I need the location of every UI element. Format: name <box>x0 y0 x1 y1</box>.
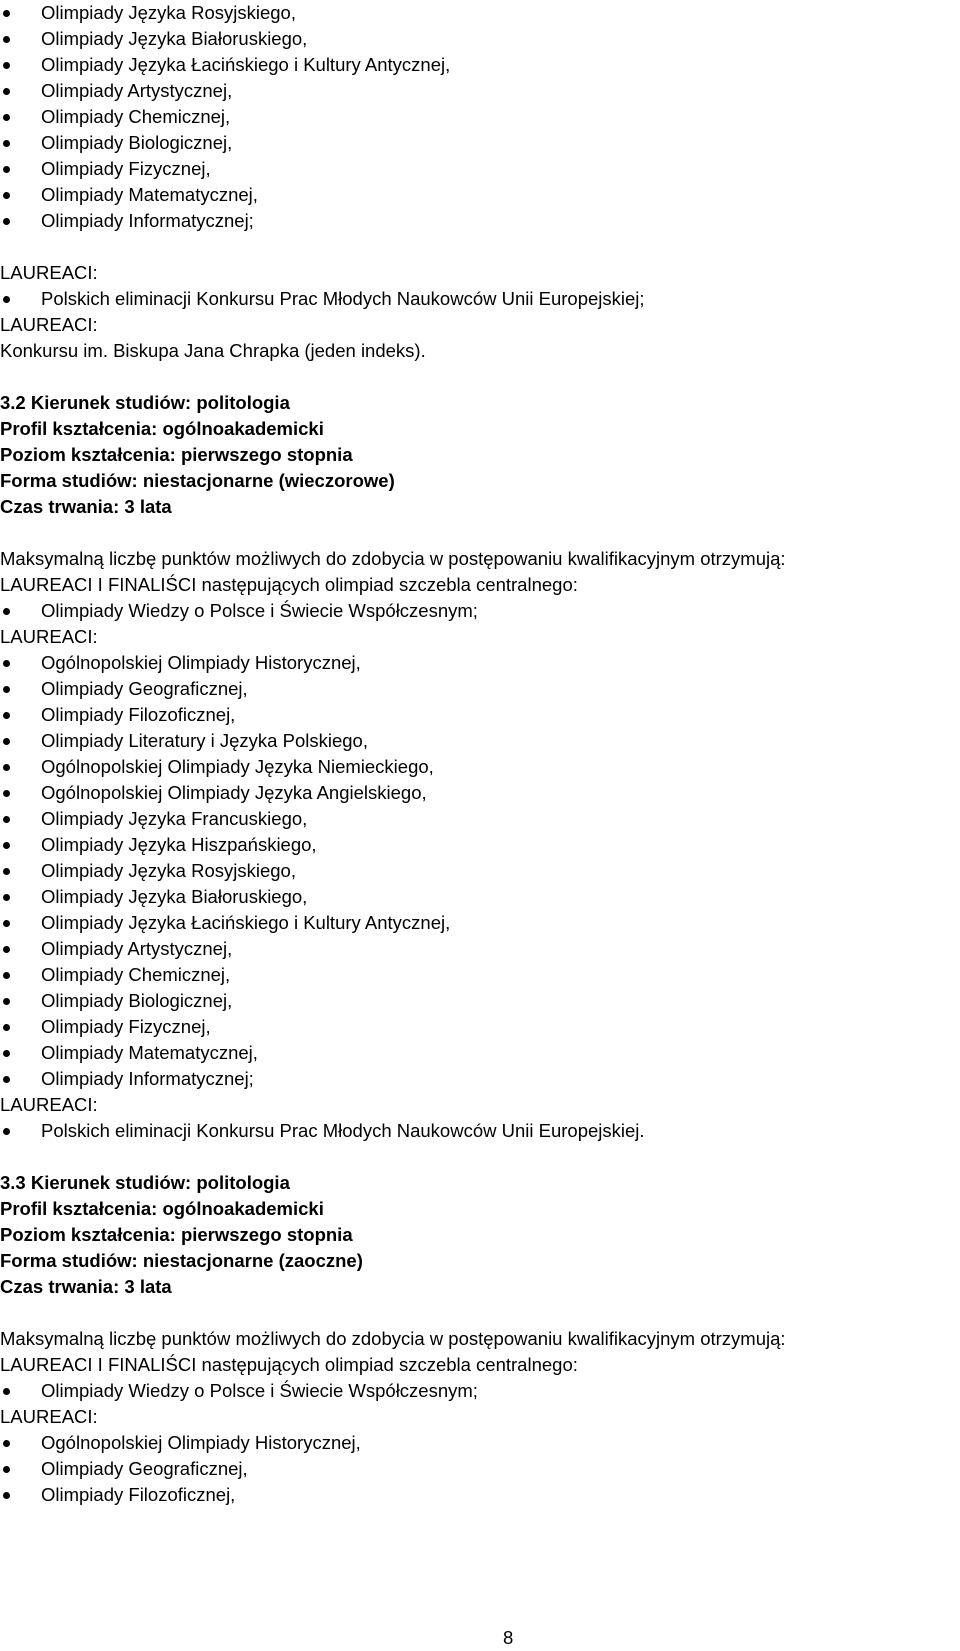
section-3-2-duration: Czas trwania: 3 lata <box>0 496 172 517</box>
bullet-icon <box>3 1466 10 1473</box>
list-item-text: Olimpiady Matematycznej, <box>41 184 258 205</box>
bullet-icon <box>3 1128 10 1135</box>
list-item <box>0 1430 960 1456</box>
section-3-2-level: Poziom kształcenia: pierwszego stopnia <box>0 444 353 465</box>
list-item-text: Olimpiady Języka Hiszpańskiego, <box>41 834 317 855</box>
bullet-icon <box>3 1492 10 1499</box>
list-item-text: Ogólnopolskiej Olimpiady Języka Angielskiego, <box>41 782 427 803</box>
section-3-3-level: Poziom kształcenia: pierwszego stopnia <box>0 1224 353 1245</box>
list-item <box>0 208 960 234</box>
section-3-2-list-c <box>0 1118 960 1144</box>
list-item <box>0 286 960 312</box>
section-3-2-heading: 3.2 Kierunek studiów: politologia <box>0 392 290 413</box>
section-3-2-intro: Maksymalną liczbę punktów możliwych do zdobycia w postępowaniu kwalifikacyjnym otrzymują: <box>0 548 786 569</box>
bullet-icon <box>3 1440 10 1447</box>
section-3-2-list-a <box>0 598 960 624</box>
list-item-text: Olimpiady Języka Białoruskiego, <box>41 886 308 907</box>
section-3-3-duration: Czas trwania: 3 lata <box>0 1276 172 1297</box>
section-3-3-list-a <box>0 1378 960 1404</box>
list-item <box>0 130 960 156</box>
bullet-icon <box>3 686 10 693</box>
list-item-text: Olimpiady Języka Łacińskiego i Kultury Antycznej, <box>41 912 451 933</box>
list-item-text: Olimpiady Matematycznej, <box>41 1042 258 1063</box>
list-item-text: Polskich eliminacji Konkursu Prac Młodych Naukowców Unii Europejskiej. <box>41 1120 645 1141</box>
list-item-text: Olimpiady Wiedzy o Polsce i Świecie Współczesnym; <box>41 1380 478 1401</box>
list-item <box>0 26 960 52</box>
list-item <box>0 702 960 728</box>
bullet-icon <box>3 738 10 745</box>
section-3-3-intro: Maksymalną liczbę punktów możliwych do zdobycia w postępowaniu kwalifikacyjnym otrzymują: <box>0 1328 786 1349</box>
list-item-text: Olimpiady Języka Francuskiego, <box>41 808 308 829</box>
list-item-text: Olimpiady Artystycznej, <box>41 938 233 959</box>
bullet-icon <box>3 1388 10 1395</box>
list-item-text: Olimpiady Biologicznej, <box>41 132 233 153</box>
list-item-text: Ogólnopolskiej Olimpiady Historycznej, <box>41 652 361 673</box>
list-item <box>0 832 960 858</box>
page-number: 8 <box>503 1627 514 1648</box>
bullet-icon <box>3 790 10 797</box>
bullet-icon <box>3 192 10 199</box>
list-item <box>0 910 960 936</box>
list-item <box>0 156 960 182</box>
list-item-text: Olimpiady Artystycznej, <box>41 80 233 101</box>
list-item-text: Polskich eliminacji Konkursu Prac Młodych Naukowców Unii Europejskiej; <box>41 288 645 309</box>
list-item <box>0 1482 960 1508</box>
section-3-3-profile: Profil kształcenia: ogólnoakademicki <box>0 1198 324 1219</box>
list-item <box>0 78 960 104</box>
bullet-icon <box>3 10 10 17</box>
bullet-icon <box>3 114 10 121</box>
bullet-icon <box>3 972 10 979</box>
bullet-icon <box>3 712 10 719</box>
list-item <box>0 858 960 884</box>
list-item-text: Olimpiady Języka Łacińskiego i Kultury Antycznej, <box>41 54 451 75</box>
section-3-3-list-b <box>0 1430 960 1508</box>
top-competition-list <box>0 286 960 312</box>
list-item-text: Olimpiady Wiedzy o Polsce i Świecie Współczesnym; <box>41 600 478 621</box>
list-item <box>0 650 960 676</box>
list-item-text: Olimpiady Języka Białoruskiego, <box>41 28 308 49</box>
laureaci-label: LAUREACI: <box>0 262 98 283</box>
list-item <box>0 182 960 208</box>
list-item <box>0 754 960 780</box>
list-item-text: Olimpiady Filozoficznej, <box>41 1484 236 1505</box>
list-item-text: Olimpiady Języka Rosyjskiego, <box>41 860 296 881</box>
bullet-icon <box>3 764 10 771</box>
list-item <box>0 806 960 832</box>
list-item-text: Ogólnopolskiej Olimpiady Języka Niemieckiego, <box>41 756 434 777</box>
list-item-text: Olimpiady Fizycznej, <box>41 1016 211 1037</box>
bullet-icon <box>3 868 10 875</box>
bullet-icon <box>3 998 10 1005</box>
list-item <box>0 884 960 910</box>
list-item <box>0 1066 960 1092</box>
list-item <box>0 676 960 702</box>
bullet-icon <box>3 296 10 303</box>
bullet-icon <box>3 660 10 667</box>
list-item-text: Olimpiady Biologicznej, <box>41 990 233 1011</box>
list-item <box>0 1378 960 1404</box>
list-item-text: Ogólnopolskiej Olimpiady Historycznej, <box>41 1432 361 1453</box>
bullet-icon <box>3 1050 10 1057</box>
list-item <box>0 780 960 806</box>
bullet-icon <box>3 920 10 927</box>
section-3-3-heading: 3.3 Kierunek studiów: politologia <box>0 1172 290 1193</box>
bullet-icon <box>3 140 10 147</box>
bullet-icon <box>3 894 10 901</box>
list-item-text: Olimpiady Literatury i Języka Polskiego, <box>41 730 368 751</box>
section-3-3-finalists-label: LAUREACI I FINALIŚCI następujących olimpiad szczebla centralnego: <box>0 1354 578 1375</box>
laureaci-label: LAUREACI: <box>0 1406 98 1427</box>
list-item-text: Olimpiady Geograficznej, <box>41 1458 248 1479</box>
list-item-text: Olimpiady Informatycznej; <box>41 210 254 231</box>
konkurs-text: Konkursu im. Biskupa Jana Chrapka (jeden indeks). <box>0 340 426 361</box>
list-item <box>0 728 960 754</box>
bullet-icon <box>3 608 10 615</box>
laureaci-label: LAUREACI: <box>0 1094 98 1115</box>
bullet-icon <box>3 816 10 823</box>
list-item <box>0 0 960 26</box>
list-item <box>0 52 960 78</box>
laureaci-label: LAUREACI: <box>0 626 98 647</box>
list-item <box>0 1040 960 1066</box>
section-3-2-form: Forma studiów: niestacjonarne (wieczorowe) <box>0 470 395 491</box>
list-item <box>0 104 960 130</box>
bullet-icon <box>3 842 10 849</box>
section-3-2-profile: Profil kształcenia: ogólnoakademicki <box>0 418 324 439</box>
bullet-icon <box>3 218 10 225</box>
list-item-text: Olimpiady Geograficznej, <box>41 678 248 699</box>
list-item <box>0 962 960 988</box>
bullet-icon <box>3 36 10 43</box>
section-3-3-form: Forma studiów: niestacjonarne (zaoczne) <box>0 1250 363 1271</box>
section-3-2-finalists-label: LAUREACI I FINALIŚCI następujących olimpiad szczebla centralnego: <box>0 574 578 595</box>
laureaci-label: LAUREACI: <box>0 314 98 335</box>
bullet-icon <box>3 62 10 69</box>
bullet-icon <box>3 1024 10 1031</box>
list-item <box>0 1456 960 1482</box>
section-3-2-list-b <box>0 650 960 1092</box>
list-item-text: Olimpiady Filozoficznej, <box>41 704 236 725</box>
list-item-text: Olimpiady Fizycznej, <box>41 158 211 179</box>
bullet-icon <box>3 166 10 173</box>
list-item-text: Olimpiady Języka Rosyjskiego, <box>41 2 296 23</box>
list-item <box>0 988 960 1014</box>
list-item <box>0 1014 960 1040</box>
bullet-icon <box>3 946 10 953</box>
list-item-text: Olimpiady Chemicznej, <box>41 106 231 127</box>
bullet-icon <box>3 88 10 95</box>
list-item <box>0 936 960 962</box>
list-item-text: Olimpiady Chemicznej, <box>41 964 231 985</box>
list-item-text: Olimpiady Informatycznej; <box>41 1068 254 1089</box>
list-item <box>0 1118 960 1144</box>
bullet-icon <box>3 1076 10 1083</box>
top-olympiad-list <box>0 0 960 234</box>
list-item <box>0 598 960 624</box>
